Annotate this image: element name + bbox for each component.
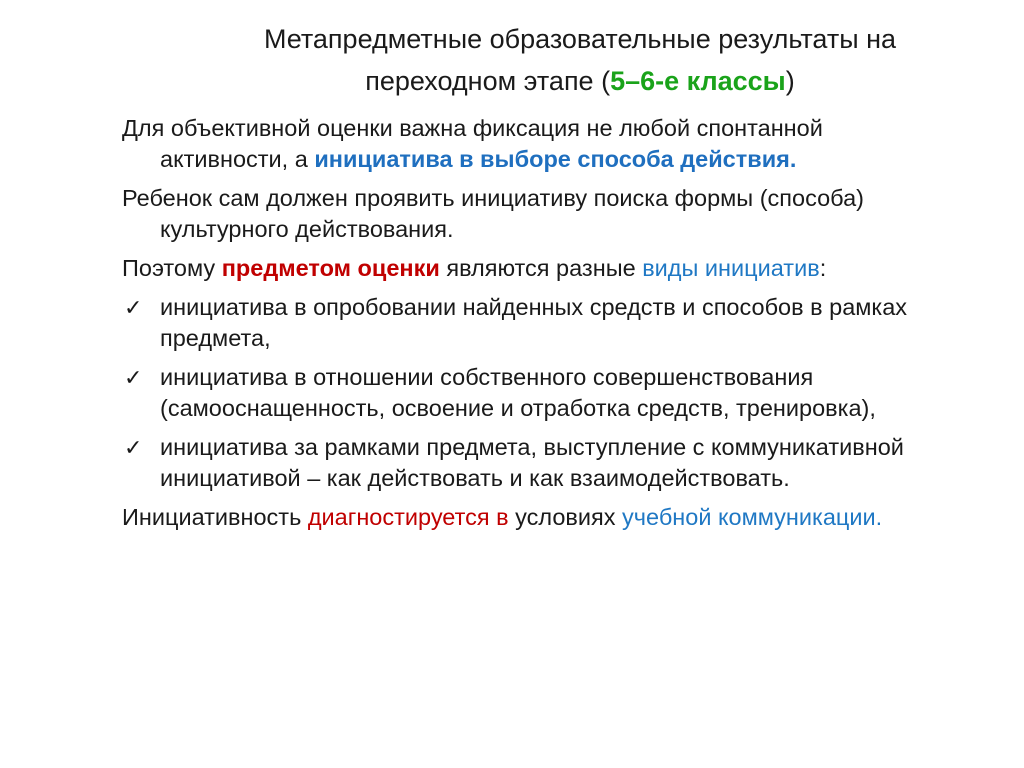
- slide-body: [122, 113, 932, 541]
- checklist-item-text: инициатива за рамками предмета, выступление с коммуникативной инициативой – как действовать и как взаимодействовать.: [160, 434, 904, 491]
- checklist-item-text: инициатива в отношении собственного совершенствования (самооснащенность, освоение и отработка средств, тренировка),: [160, 364, 876, 421]
- slide-title: [180, 18, 980, 102]
- check-icon: ✓: [124, 435, 143, 460]
- check-icon: ✓: [124, 295, 143, 320]
- paragraph-child-initiative: [122, 183, 932, 245]
- title-grades-highlight: 5–6-е классы: [610, 66, 786, 96]
- p1-highlight: инициатива в выборе способа действия.: [314, 146, 797, 172]
- p3-b: являются разные: [439, 255, 643, 281]
- p2-text: Ребенок сам должен проявить инициативу поиска формы (способа) культурного действования.: [122, 185, 864, 242]
- title-line-1: Метапредметные образовательные результаты на: [263, 24, 897, 54]
- p3-c: :: [819, 255, 827, 281]
- p3-a: Поэтому: [122, 255, 222, 281]
- p4-b: условиях: [508, 504, 623, 530]
- checklist-item: [122, 362, 932, 424]
- p3-blue: виды инициатив: [642, 255, 820, 281]
- checklist-item-text: инициатива в опробовании найденных средств и способов в рамках предмета,: [160, 294, 908, 351]
- paragraph-objective-assessment: [122, 113, 932, 175]
- title-suffix: ): [785, 66, 795, 96]
- paragraph-diagnostics: [122, 502, 932, 533]
- p4-red: диагностируется в: [307, 504, 509, 530]
- paragraph-assessment-subject: [122, 253, 932, 284]
- checklist-item: [122, 292, 932, 354]
- p1-text: Для объективной оценки важна фиксация не любой спонтанной активности, а: [122, 115, 823, 172]
- title-line-2: [180, 60, 980, 102]
- p4-a: Инициативность: [122, 504, 308, 530]
- title-prefix: переходном этапе (: [365, 66, 611, 96]
- p3-red: предметом оценки: [221, 255, 440, 281]
- p4-blue: учебной коммуникации.: [622, 504, 883, 530]
- check-icon: ✓: [124, 365, 143, 390]
- checklist-item: [122, 432, 932, 494]
